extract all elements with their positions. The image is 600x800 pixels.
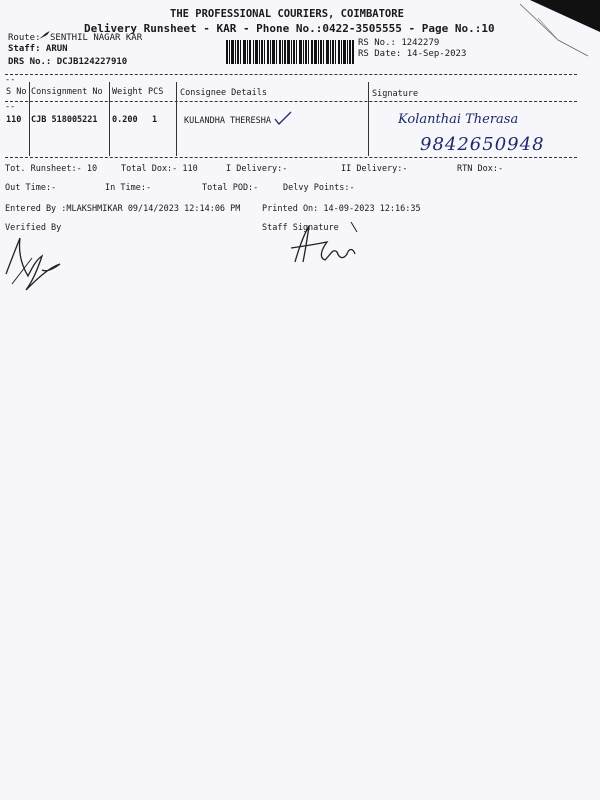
staff-name: Staff: ARUN (8, 44, 68, 54)
col-divider (176, 82, 177, 156)
row-weight: 0.200 (112, 115, 138, 125)
verified-by-label: Verified By (5, 223, 62, 233)
rs-number: RS No.: 1242279 (358, 38, 440, 48)
corner-fold-lines (518, 0, 600, 70)
out-time: Out Time:- (5, 183, 57, 193)
total-runsheet: Tot. Runsheet:- 10 (5, 164, 98, 174)
row-consignment: CJB 518005221 (31, 115, 98, 125)
second-delivery: II Delivery:- (341, 164, 408, 174)
handwritten-recipient-name: Kolanthai Therasa (398, 112, 519, 127)
total-pod: Total POD:- (202, 183, 259, 193)
runsheet-heading: Delivery Runsheet - KAR - Phone No.:0422-3505555 - Page No.:10 (84, 22, 495, 35)
col-header-pcs: PCS (148, 87, 164, 97)
company-title: THE PROFESSIONAL COURIERS, COIMBATORE (170, 8, 404, 20)
tick-mark-icon (273, 110, 293, 126)
total-dox: Total Dox:- 110 (121, 164, 198, 174)
col-header-sno: S No (6, 87, 27, 97)
drs-number: DRS No.: DCJB124227910 (8, 57, 128, 67)
row-sno: 110 (6, 115, 22, 125)
divider-top (5, 74, 577, 75)
divider-bottom (5, 157, 577, 158)
divider-header (5, 101, 577, 102)
staff-signature-scribble (285, 218, 375, 270)
return-dox: RTN Dox:- (457, 164, 504, 174)
in-time: In Time:- (105, 183, 152, 193)
col-divider (29, 82, 30, 156)
entered-by: Entered By :MLAKSHMIKAR 09/14/2023 12:14:06 PM (5, 204, 241, 214)
delivery-points: Delvy Points:- (283, 183, 355, 193)
route-label: Route: (8, 33, 41, 43)
verifier-signature (2, 228, 72, 298)
dash-marker-top: -- (5, 75, 16, 85)
printed-on: Printed On: 14-09-2023 12:16:35 (262, 204, 421, 214)
staff-signature-label: Staff Signature (262, 223, 339, 233)
col-header-consignee: Consignee Details (180, 88, 267, 98)
dash-marker-mid: -- (5, 102, 16, 112)
row-pcs: 1 (152, 115, 158, 125)
handwritten-recipient-phone: 9842650948 (420, 134, 545, 155)
col-divider (368, 82, 369, 156)
col-header-consignment: Consignment No (31, 87, 103, 97)
col-header-signature: Signature (372, 89, 419, 99)
row-consignee: KULANDHA THERESHA (184, 116, 271, 126)
route-value: SENTHIL NAGAR KAR (50, 33, 143, 43)
col-divider (109, 82, 110, 156)
barcode (226, 40, 354, 64)
rs-date: RS Date: 14-Sep-2023 (358, 49, 467, 59)
first-delivery: I Delivery:- (226, 164, 288, 174)
col-header-weight: Weight (112, 87, 143, 97)
